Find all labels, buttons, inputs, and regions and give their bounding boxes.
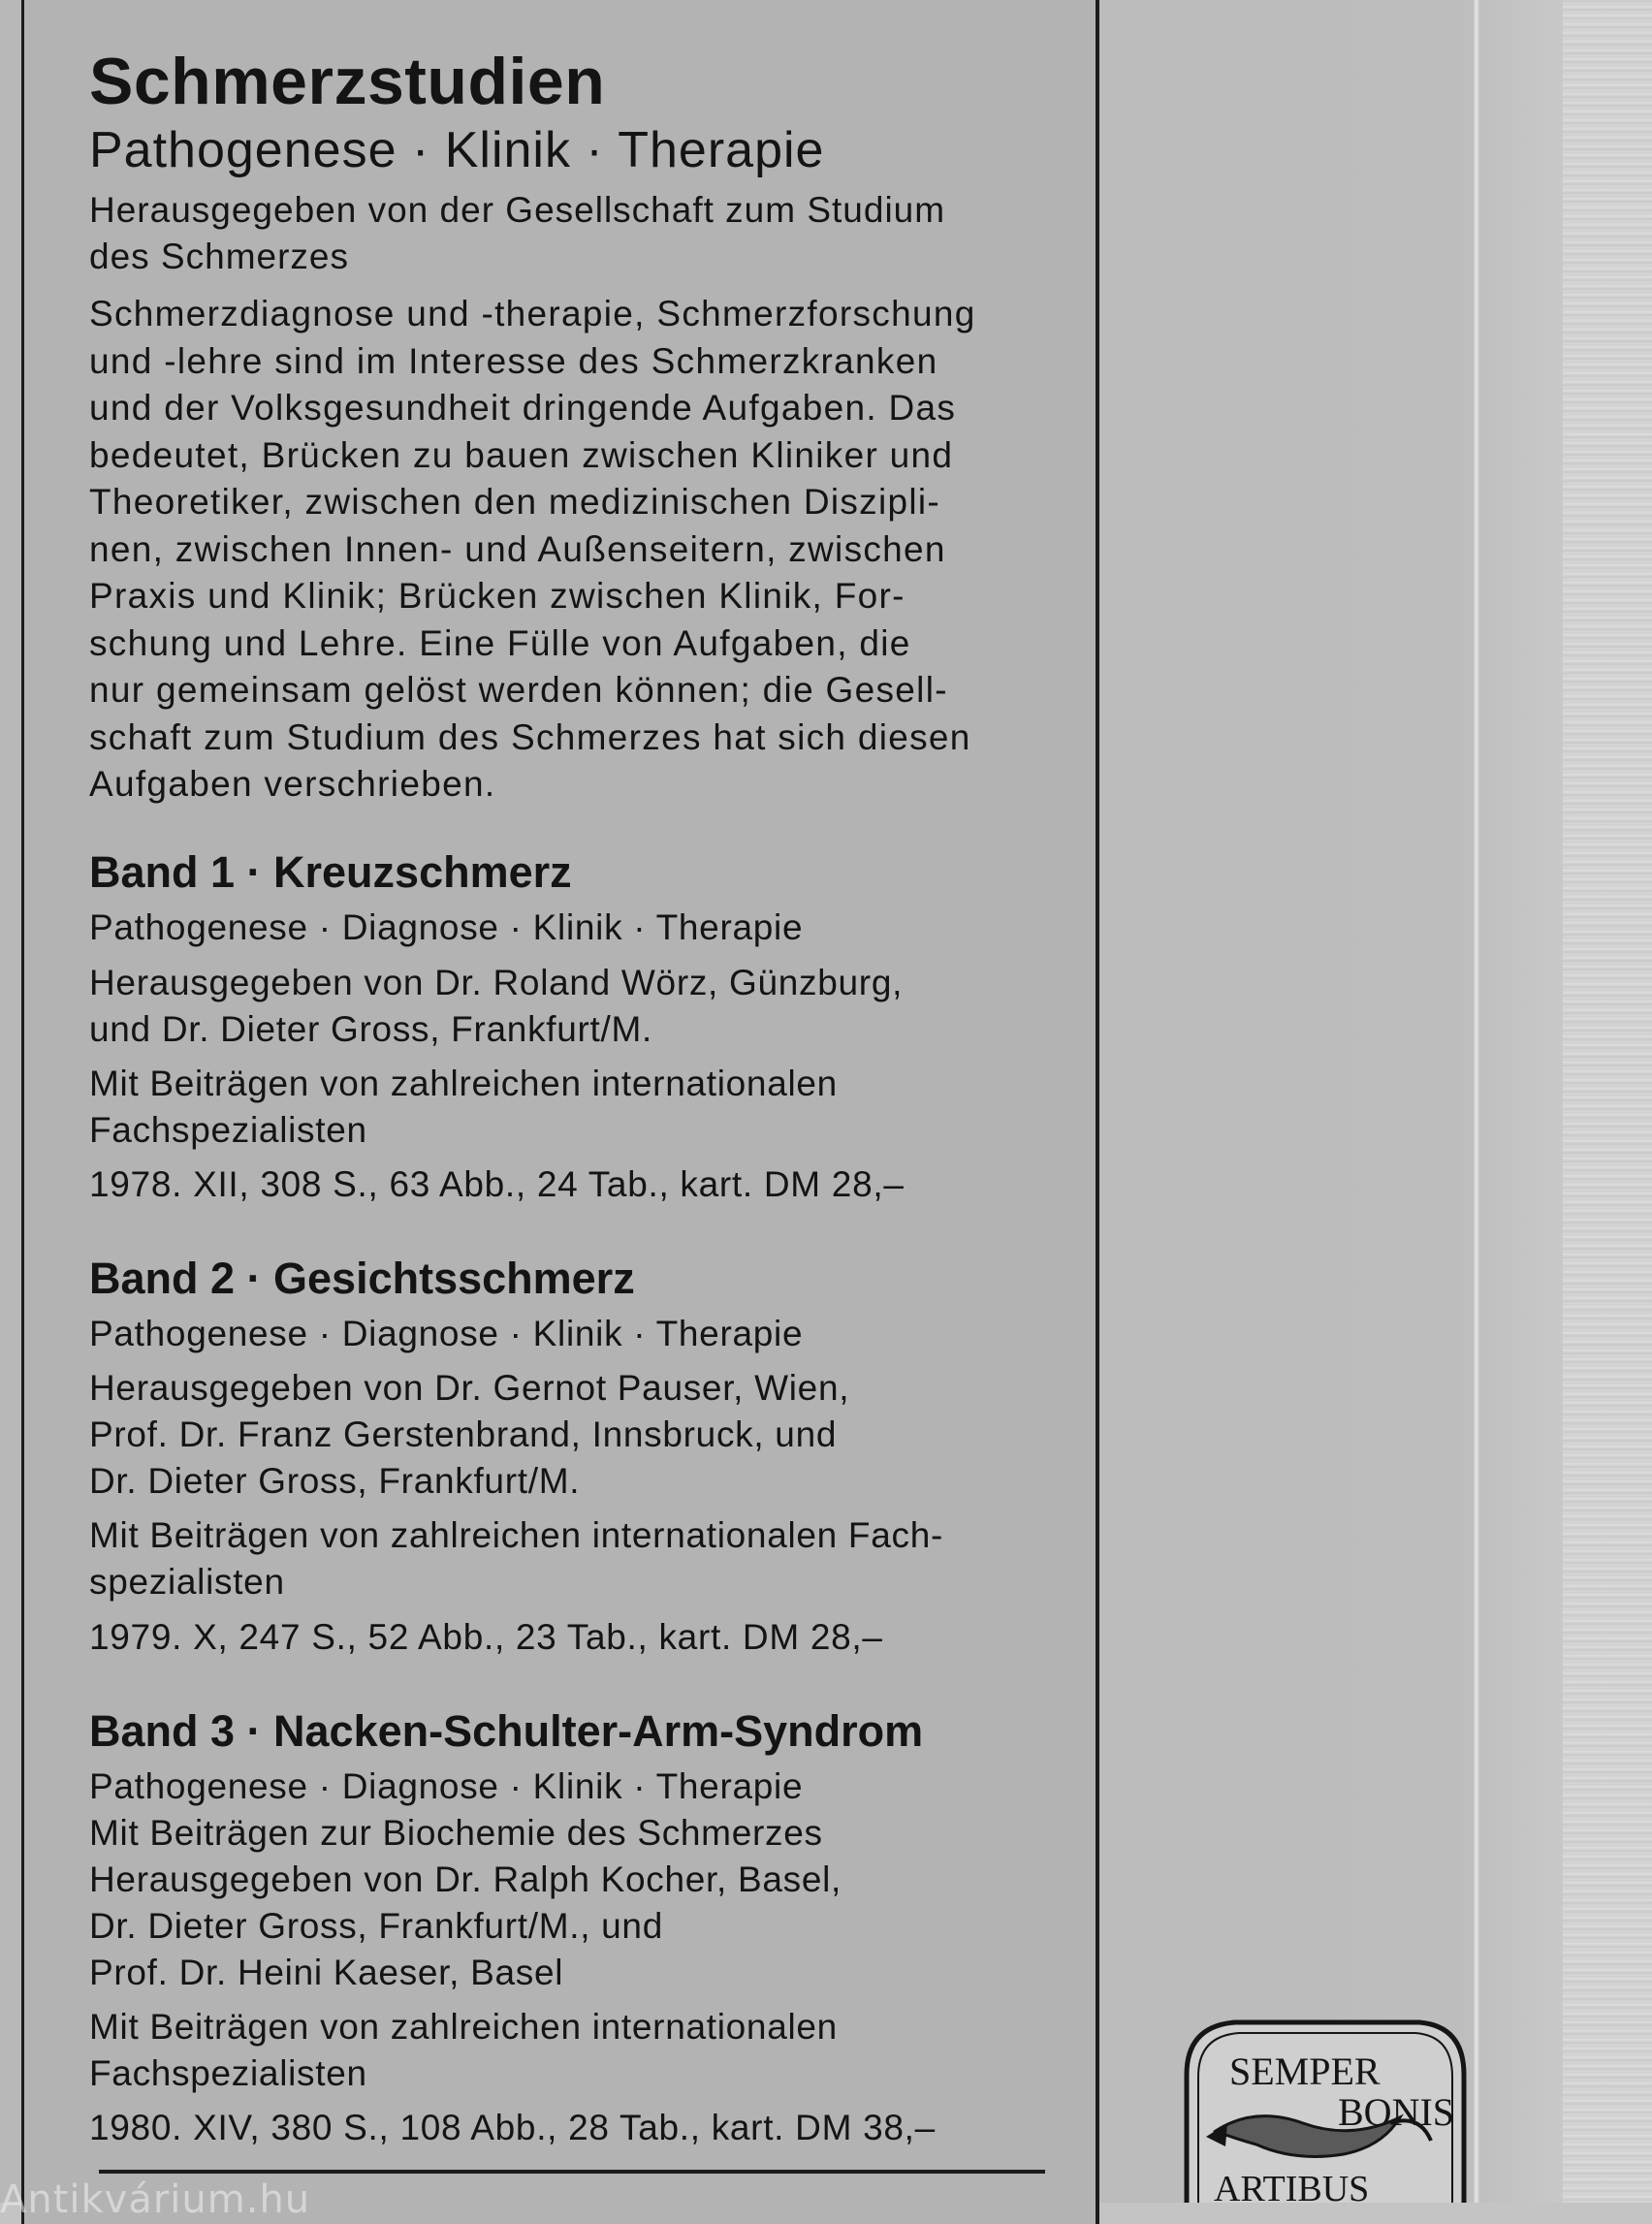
intro-line: schung und Lehre. Eine Fülle von Aufgaben, die [89,622,911,663]
band-editors-line: Prof. Dr. Heini Kaeser, Basel [89,1953,564,1993]
band-editors-line: und Dr. Dieter Gross, Frankfurt/M. [89,1008,653,1049]
publisher-seal-logo [1167,2017,1487,2203]
band-editors-line: Herausgegeben von Dr. Ralph Kocher, Basel, [89,1859,842,1899]
band-details: 1980. XIV, 380 S., 108 Abb., 28 Tab., kart. DM 38,– [89,2108,936,2148]
band-details: 1979. X, 247 S., 52 Abb., 23 Tab., kart. DM 28,– [89,1616,883,1657]
intro-line: schaft zum Studium des Schmerzes hat sich diesen [89,716,971,757]
intro-line: Theoretiker, zwischen den medizinischen Diszipli- [89,482,941,523]
svg-text:ARTIBUS: ARTIBUS [1214,2169,1370,2203]
bottom-rule [99,2170,1045,2174]
series-title: Schmerzstudien [89,45,606,118]
band-contributors-line: Fachspezialisten [89,1109,367,1150]
svg-text:SEMPER: SEMPER [1229,2049,1381,2093]
band-title: Band 1 · Kreuzschmerz [89,847,572,898]
band-editors-line: Herausgegeben von Dr. Roland Wörz, Günzburg, [89,962,904,1002]
intro-line: Aufgaben verschrieben. [89,763,496,804]
intro-line: und -lehre sind im Interesse des Schmerzkranken [89,340,938,381]
publisher-note [89,187,1039,282]
band-contributors-line: Fachspezialisten [89,2053,367,2094]
band-title: Band 3 · Nacken-Schulter-Arm-Syndrom [89,1705,924,1756]
band-contributors-line: Mit Beiträgen von zahlreichen internationalen Fach- [89,1515,944,1556]
background-texture [1563,0,1652,2203]
cover-fold [1474,0,1479,2203]
band-title: Band 2 · Gesichtsschmerz [89,1254,635,1303]
watermark: Antikvárium.hu [0,2177,311,2222]
publisher-line: Herausgegeben von der Gesellschaft zum Studium [89,189,946,230]
band-details: 1978. XII, 308 S., 63 Abb., 24 Tab., kart. DM 28,– [89,1163,905,1204]
intro-line: nen, zwischen Innen- und Außenseitern, zwischen [89,528,946,569]
band-contributors-line: Mit Beiträgen von zahlreichen internationalen [89,1063,838,1103]
band-1 [89,846,1039,1208]
intro-line: und der Volksgesundheit dringende Aufgaben. Das [89,388,957,429]
band-topics: Pathogenese · Diagnose · Klinik · Therapie [89,1314,804,1353]
intro-line: Praxis und Klinik; Brücken zwischen Klinik, For- [89,576,905,617]
intro-text [89,291,1039,808]
band-topics: Pathogenese · Diagnose · Klinik · Therapie [89,907,804,948]
intro-line: nur gemeinsam gelöst werden können; die Gesell- [89,670,948,711]
band-editors-line: Herausgegeben von Dr. Gernot Pauser, Wien, [89,1368,850,1409]
publisher-line: des Schmerzes [89,237,349,277]
intro-line: Schmerzdiagnose und -therapie, Schmerzforschung [89,294,976,334]
band-contributors-line: spezialisten [89,1562,285,1603]
band-3 [89,1705,1039,2152]
series-content [89,47,1039,2151]
intro-line: bedeutet, Brücken zu bauen zwischen Kliniker und [89,434,954,475]
band-editors-line: Dr. Dieter Gross, Frankfurt/M. [89,1461,581,1502]
band-extra: Mit Beiträgen zur Biochemie des Schmerzes [89,1812,823,1853]
band-2 [89,1253,1039,1661]
series-subtitle: Pathogenese · Klinik · Therapie [89,122,825,179]
svg-text:BONIS: BONIS [1338,2090,1455,2134]
band-editors-line: Prof. Dr. Franz Gerstenbrand, Innsbruck, und [89,1414,838,1455]
band-topics: Pathogenese · Diagnose · Klinik · Therapie [89,1765,804,1806]
band-editors-line: Dr. Dieter Gross, Frankfurt/M., und [89,1905,663,1946]
band-contributors-line: Mit Beiträgen von zahlreichen internationalen [89,2007,838,2048]
